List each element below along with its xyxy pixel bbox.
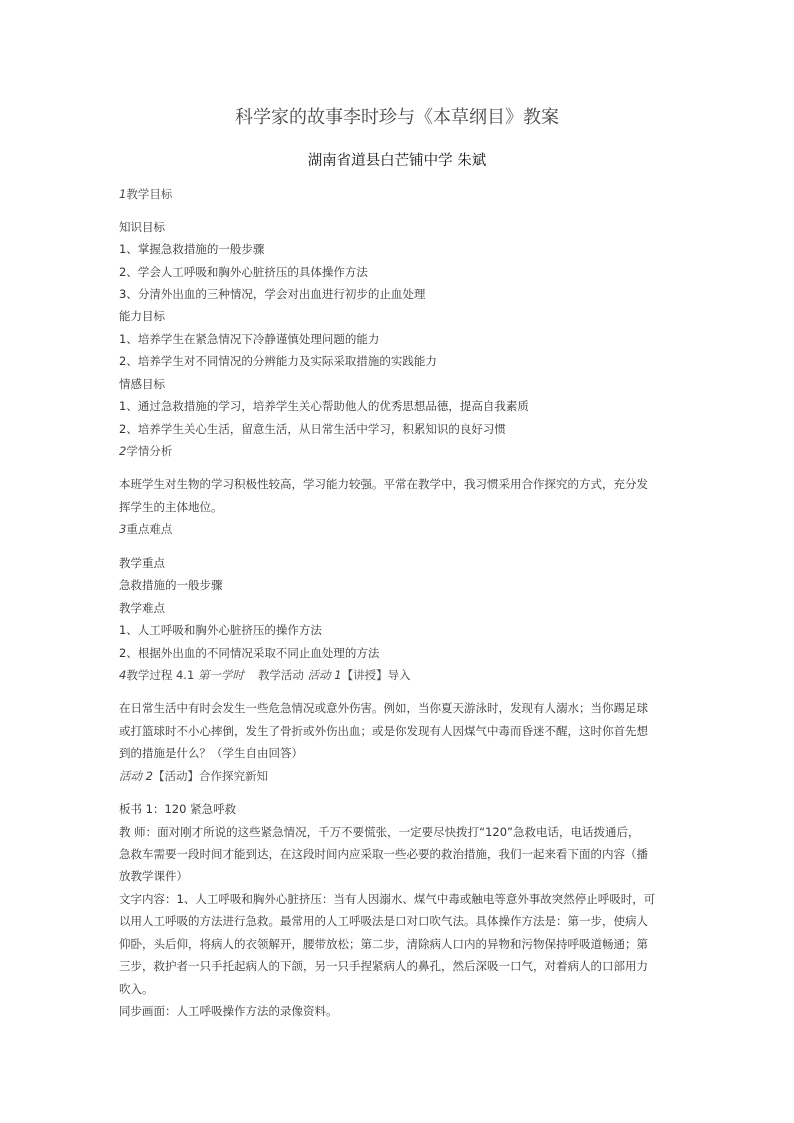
paragraph-line: 急救车需要一段时间才能到达，在这段时间内应采取一些必要的救治措施，我们一起来看下面的内容（播 <box>119 847 648 861</box>
paragraph-line: 放教学课件） <box>119 869 188 883</box>
section-number: 4 <box>119 668 127 682</box>
section-number: 1 <box>119 187 127 201</box>
subheading-difficulty: 教学难点 <box>119 601 165 615</box>
board-note: 板书 1：120 紧急呼救 <box>119 802 237 816</box>
activity-title: 【活动】合作探究新知 <box>152 769 268 783</box>
section-heading-1 <box>119 186 172 202</box>
paragraph-line: 吹入。 <box>119 982 154 996</box>
period-label: 第一学时 <box>197 668 244 682</box>
activity-number: 活动 1 <box>307 668 342 682</box>
list-item: 3、分清外出血的三种情况，学会对出血进行初步的止血处理 <box>119 287 426 301</box>
paragraph-line: 在日常生活中有时会发生一些危急情况或意外伤害。例如，当你夏天游泳时，发现有人溺水；当你踢足球 <box>119 701 648 715</box>
list-item: 2、培养学生关心生活，留意生活，从日常生活中学习，积累知识的良好习惯 <box>119 422 506 436</box>
activity-number: 活动 2 <box>119 769 153 783</box>
subheading-knowledge: 知识目标 <box>119 220 165 234</box>
subheading-emotion: 情感目标 <box>119 377 165 391</box>
activity-heading-2 <box>119 768 268 784</box>
list-item: 急救措施的一般步骤 <box>119 578 223 592</box>
list-item: 1、培养学生在紧急情况下冷静谨慎处理问题的能力 <box>119 332 380 346</box>
section-title: 学情分析 <box>126 444 173 458</box>
paragraph-line: 三步，救护者一只手托起病人的下颌，另一只手捏紧病人的鼻孔，然后深吸一口气，对着病人的口部用力 <box>119 959 648 973</box>
activity-title: 【讲授】导入 <box>341 668 411 682</box>
section-title: 教学过程 4.1 <box>126 668 195 682</box>
paragraph-line: 挥学生的主体地位。 <box>119 500 223 514</box>
document-title: 科学家的故事李时珍与《本草纲目》教案 <box>235 107 559 128</box>
paragraph-line: 文字内容：1、人工呼吸和胸外心脏挤压：当有人因溺水、煤气中毒或触电等意外事故突然停止呼吸时，可 <box>119 892 656 906</box>
list-item: 2、培养学生对不同情况的分辨能力及实际采取措施的实践能力 <box>119 354 437 368</box>
subheading-key: 教学重点 <box>119 556 165 570</box>
subheading-ability: 能力目标 <box>119 309 165 323</box>
list-item: 1、掌握急救措施的一般步骤 <box>119 242 265 256</box>
list-item: 1、人工呼吸和胸外心脏挤压的操作方法 <box>119 623 322 637</box>
document-author: 湖南省道县白芒铺中学 朱斌 <box>307 153 487 169</box>
activity-label: 教学活动 <box>257 668 304 682</box>
section-heading-4 <box>119 667 411 683</box>
list-item: 2、根据外出血的不同情况采取不同止血处理的方法 <box>119 646 380 660</box>
paragraph-line: 同步画面：人工呼吸操作方法的录像资料。 <box>119 1004 338 1018</box>
section-heading-2 <box>119 443 172 459</box>
paragraph-line: 本班学生对生物的学习积极性较高，学习能力较强。平常在教学中，我习惯采用合作探究的方式，充分发 <box>119 477 648 491</box>
paragraph-line: 到的措施是什么？（学生自由回答） <box>119 746 303 760</box>
section-number: 3 <box>119 522 127 536</box>
section-heading-3 <box>119 521 172 537</box>
paragraph-line: 或打篮球时不小心摔倒，发生了骨折或外伤出血；或是你发现有人因煤气中毒而昏迷不醒，这时你首先想 <box>119 724 648 738</box>
paragraph-line: 仰卧，头后仰，将病人的衣领解开，腰带放松；第二步，清除病人口内的异物和污物保持呼吸道畅通；第 <box>119 937 648 951</box>
list-item: 2、学会人工呼吸和胸外心脏挤压的具体操作方法 <box>119 265 368 279</box>
section-number: 2 <box>119 444 127 458</box>
paragraph-line: 以用人工呼吸的方法进行急救。最常用的人工呼吸法是口对口吹气法。具体操作方法是：第一步，使病人 <box>119 914 648 928</box>
list-item: 1、通过急救措施的学习，培养学生关心帮助他人的优秀思想品德，提高自我素质 <box>119 399 529 413</box>
paragraph-line: 教 师：面对刚才所说的这些紧急情况，千万不要慌张，一定要尽快拨打“120”急救电话，电话拨通后， <box>119 825 640 839</box>
section-title: 教学目标 <box>126 187 173 201</box>
section-title: 重点难点 <box>126 522 173 536</box>
